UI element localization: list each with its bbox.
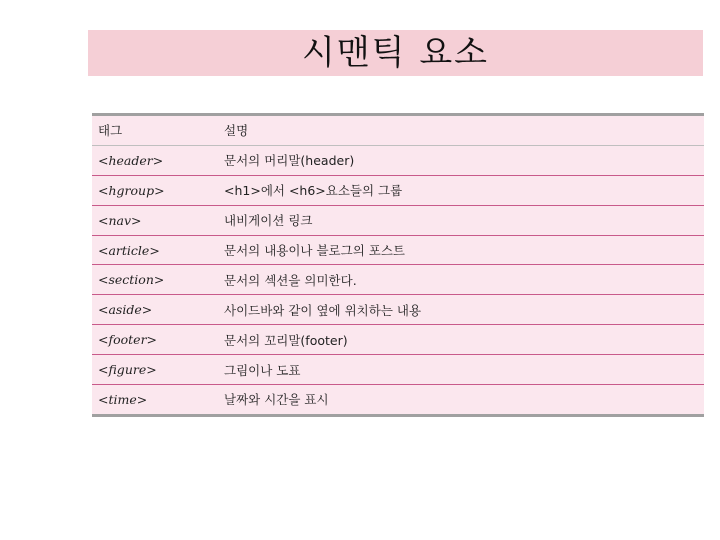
description-cell: 문서의 섹션을 의미한다. (218, 265, 704, 295)
tag-cell: <hgroup> (92, 175, 218, 205)
tag-cell: <section> (92, 265, 218, 295)
table-row (92, 295, 704, 325)
description-cell: 사이드바와 같이 옆에 위치하는 내용 (218, 295, 704, 325)
table-header-row (92, 116, 704, 145)
tag-cell: <header> (92, 145, 218, 175)
table-row (92, 175, 704, 205)
header-description: 설명 (218, 116, 704, 145)
table-row (92, 265, 704, 295)
description-cell: <h1>에서 <h6>요소들의 그룹 (218, 175, 704, 205)
tag-cell: <time> (92, 385, 218, 414)
table-row (92, 325, 704, 355)
tag-cell: <nav> (92, 205, 218, 235)
table-row (92, 385, 704, 414)
table-row (92, 205, 704, 235)
slide-title: 시맨틱 요소 (301, 33, 490, 73)
description-cell: 그림이나 도표 (218, 355, 704, 385)
tag-cell: <figure> (92, 355, 218, 385)
description-cell: 내비게이션 링크 (218, 205, 704, 235)
table-row (92, 355, 704, 385)
tag-cell: <aside> (92, 295, 218, 325)
description-cell: 날짜와 시간을 표시 (218, 385, 704, 414)
semantic-elements-table (92, 113, 704, 417)
description-cell: 문서의 머리말(header) (218, 145, 704, 175)
slide-title-bar (88, 30, 703, 76)
description-cell: 문서의 내용이나 블로그의 포스트 (218, 235, 704, 265)
header-tag: 태그 (92, 116, 218, 145)
table-row (92, 235, 704, 265)
tag-cell: <article> (92, 235, 218, 265)
description-cell: 문서의 꼬리말(footer) (218, 325, 704, 355)
tag-cell: <footer> (92, 325, 218, 355)
table-row (92, 145, 704, 175)
